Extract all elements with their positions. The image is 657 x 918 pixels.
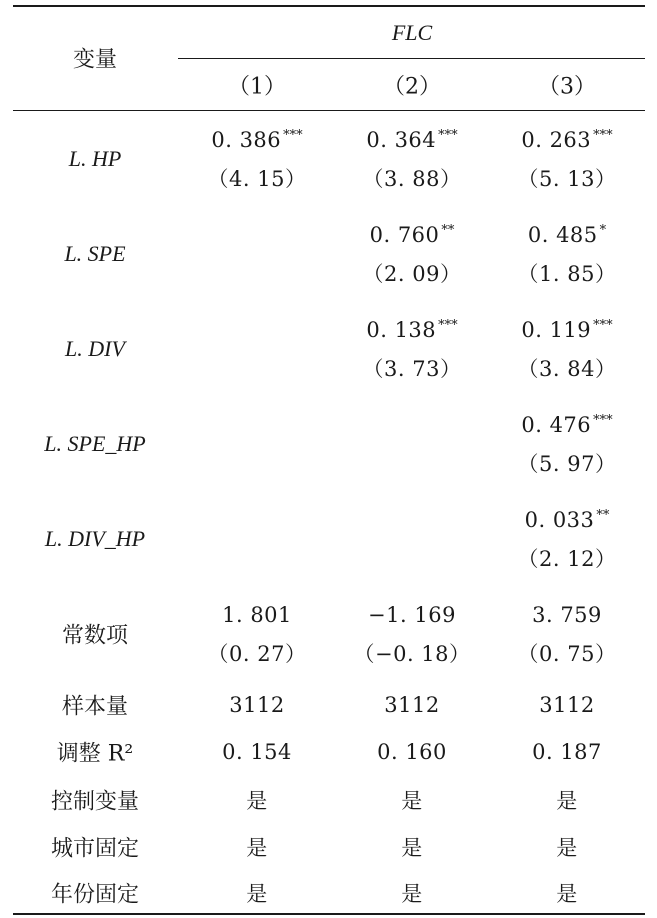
coefficient-value: 0. 033: [524, 508, 595, 532]
footer-row-label: 城市固定: [50, 836, 140, 862]
significance-stars: ***: [593, 318, 613, 333]
group-header-flc: FLC: [391, 20, 433, 45]
footer-value-cell: 是: [246, 882, 268, 906]
coefficient-value: 1. 801: [222, 603, 292, 627]
coefficient-cell: [366, 318, 457, 342]
coefficient-value: 0. 263: [521, 128, 592, 152]
column-header-1: （1）: [228, 74, 286, 100]
coefficient-value: 0. 119: [521, 318, 592, 342]
row-label: L. DIV_HP: [44, 526, 146, 551]
coefficient-cell: [525, 508, 610, 532]
footer-value-cell: 3112: [539, 693, 595, 717]
footer-value-cell: 是: [556, 882, 578, 906]
coefficient-value: 3. 759: [532, 603, 602, 627]
significance-stars: **: [441, 223, 455, 238]
t-statistic-cell: （5. 13）: [517, 167, 617, 191]
significance-stars: **: [596, 508, 610, 523]
t-statistic-cell: （5. 97）: [517, 452, 617, 476]
footer-row-label: 样本量: [61, 694, 129, 720]
t-statistic-cell: （3. 84）: [517, 357, 617, 381]
significance-stars: ***: [593, 413, 613, 428]
footer-row-label: 年份固定: [50, 882, 140, 908]
row-label: L. SPE: [64, 241, 126, 266]
column-header-2: （2）: [383, 74, 441, 100]
footer-value-cell: 是: [401, 789, 423, 813]
footer-value-cell: 是: [401, 836, 423, 860]
footer-value-cell: 0. 154: [222, 740, 292, 764]
significance-stars: *: [599, 223, 607, 238]
row-label: L. SPE_HP: [44, 431, 146, 456]
t-statistic-cell: （3. 73）: [362, 357, 462, 381]
coefficient-cell: [366, 128, 457, 152]
t-statistic-cell: （4. 15）: [207, 167, 307, 191]
coefficient-cell: [521, 413, 612, 437]
t-statistic-cell: （3. 88）: [362, 167, 462, 191]
footer-value-cell: 是: [556, 789, 578, 813]
column-header-3: （3）: [538, 74, 596, 100]
table-top-rule: [13, 5, 645, 7]
row-label: 常数项: [61, 623, 129, 649]
table-header-rule: [13, 110, 645, 111]
coefficient-value: 0. 364: [366, 128, 437, 152]
footer-value-cell: 0. 187: [532, 740, 602, 764]
coefficient-cell: [368, 603, 456, 627]
coefficient-value: 0. 476: [521, 413, 592, 437]
footer-value-cell: 3112: [384, 693, 440, 717]
footer-value-cell: 0. 160: [377, 740, 447, 764]
t-statistic-cell: （2. 12）: [517, 547, 617, 571]
row-label: L. DIV: [65, 336, 125, 361]
coefficient-value: 0. 485: [527, 223, 598, 247]
footer-row-label: 控制变量: [50, 789, 140, 815]
table-group-rule: [178, 58, 645, 59]
t-statistic-cell: （0. 75）: [517, 642, 617, 666]
var-column-header: 变量: [72, 47, 118, 73]
footer-row-label: 调整 R²: [56, 741, 134, 767]
footer-value-cell: 3112: [229, 693, 285, 717]
coefficient-cell: [211, 128, 302, 152]
t-statistic-cell: （−0. 18）: [353, 642, 471, 666]
row-label: L. HP: [68, 146, 122, 171]
significance-stars: ***: [283, 128, 303, 143]
t-statistic-cell: （2. 09）: [362, 262, 462, 286]
coefficient-cell: [521, 318, 612, 342]
coefficient-value: 0. 386: [211, 128, 282, 152]
footer-value-cell: 是: [556, 836, 578, 860]
coefficient-cell: [528, 223, 606, 247]
coefficient-value: 0. 760: [369, 223, 440, 247]
significance-stars: ***: [593, 128, 613, 143]
significance-stars: ***: [438, 318, 458, 333]
coefficient-cell: [222, 603, 292, 627]
footer-value-cell: 是: [246, 789, 268, 813]
significance-stars: ***: [438, 128, 458, 143]
coefficient-cell: [532, 603, 602, 627]
coefficient-cell: [370, 223, 455, 247]
t-statistic-cell: （0. 27）: [207, 642, 307, 666]
footer-value-cell: 是: [246, 836, 268, 860]
coefficient-value: 0. 138: [366, 318, 437, 342]
footer-value-cell: 是: [401, 882, 423, 906]
table-bottom-rule: [13, 913, 645, 915]
coefficient-cell: [521, 128, 612, 152]
coefficient-value: −1. 169: [368, 603, 456, 627]
t-statistic-cell: （1. 85）: [517, 262, 617, 286]
